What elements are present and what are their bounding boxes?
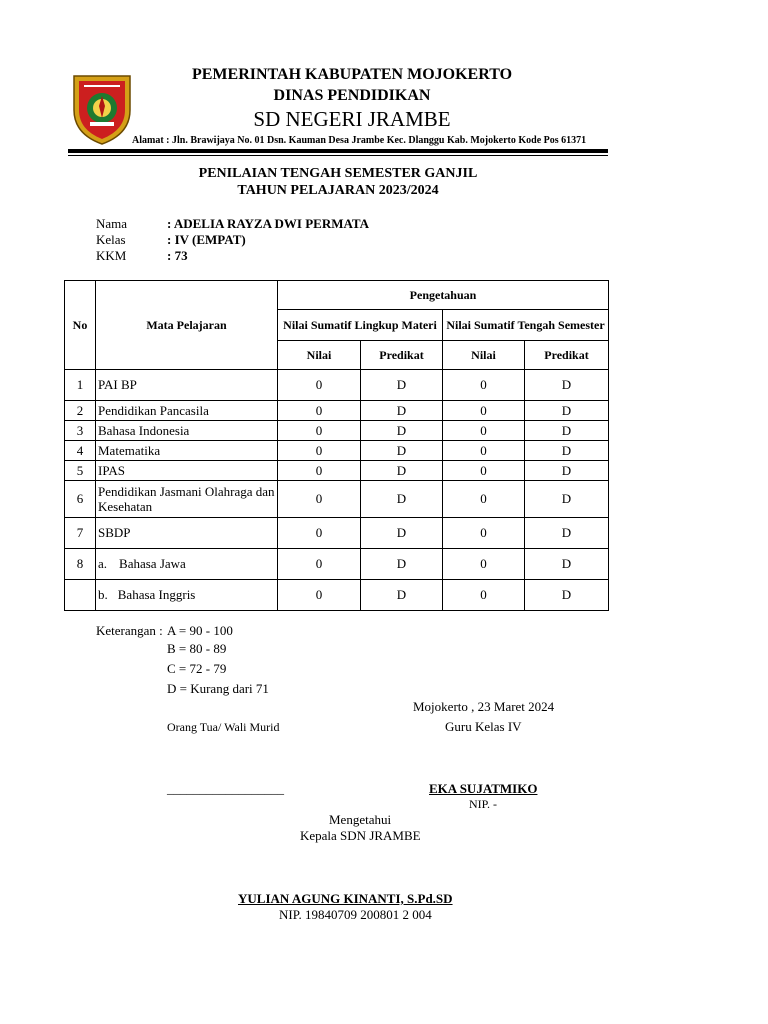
table-row [65,370,609,401]
table-row [65,481,609,518]
row-predikat-1: D [361,401,443,421]
col-no-header: No [65,281,96,370]
row-nilai-2: 0 [443,370,525,401]
col-group-header: Pengetahuan [278,281,609,310]
row-subject: Bahasa Indonesia [96,421,278,441]
row-predikat-2: D [525,461,609,481]
row-nilai-1: 0 [278,421,361,441]
row-nilai-2: 0 [443,401,525,421]
row-predikat-2: D [525,481,609,518]
header-address: Alamat : Jln. Brawijaya No. 01 Dsn. Kauman Desa Jrambe Kec. Dlanggu Kab. Mojokerto Kode Pos 61371 [132,135,587,146]
report-title: PENILAIAN TENGAH SEMESTER GANJIL [198,166,478,181]
regency-logo-icon [70,70,134,146]
row-nilai-2: 0 [443,441,525,461]
teacher-label: Guru Kelas IV [445,719,522,734]
row-subject: Pendidikan Jasmani Olahraga dan Kesehatan [96,481,278,518]
teacher-name: EKA SUJATMIKO [429,781,538,796]
row-nilai-1: 0 [278,580,361,611]
legend-label: Keterangan : [96,623,163,638]
row-predikat-2: D [525,518,609,549]
row-predikat-1: D [361,481,443,518]
row-predikat-1: D [361,580,443,611]
row-subject: IPAS [96,461,278,481]
row-subject-prefix: b. [98,587,108,602]
row-no: 3 [65,421,96,441]
header-divider-thick [68,149,608,153]
class-value: : IV (EMPAT) [167,232,246,247]
col-nilai2-header: Nilai [443,341,525,370]
head-nip: NIP. 19840709 200801 2 004 [279,907,432,922]
row-nilai-1: 0 [278,370,361,401]
ack-label: Mengetahui [329,812,392,827]
teacher-nip: NIP. - [469,797,498,811]
row-predikat-1: D [361,441,443,461]
row-subject: Bahasa Jawa [119,556,186,571]
head-label: Kepala SDN JRAMBE [300,828,421,843]
row-nilai-2: 0 [443,549,525,580]
legend-a: A = 90 - 100 [167,623,233,638]
row-subject: Matematika [96,441,278,461]
row-no: 7 [65,518,96,549]
row-nilai-2: 0 [443,518,525,549]
row-predikat-1: D [361,370,443,401]
header-department: DINAS PENDIDIKAN [273,87,431,104]
header-school-name: SD NEGERI JRAMBE [253,107,451,131]
header-government: PEMERINTAH KABUPATEN MOJOKERTO [191,66,513,83]
row-subject: SBDP [96,518,278,549]
table-row [65,518,609,549]
row-subject: Bahasa Inggris [117,587,196,602]
row-subject-cell [96,580,278,611]
col-sub1-header: Nilai Sumatif Lingkup Materi [278,310,443,341]
row-no: 2 [65,401,96,421]
row-nilai-2: 0 [443,481,525,518]
table-row [65,549,609,580]
row-subject: Pendidikan Pancasila [96,401,278,421]
row-subject-prefix: a. [98,556,108,571]
class-label: Kelas [96,232,126,247]
table-row [65,580,609,611]
col-predikat1-header: Predikat [361,341,443,370]
row-no: 1 [65,370,96,401]
row-predikat-2: D [525,580,609,611]
grades-table [64,280,609,611]
header-divider-thin [68,155,608,156]
row-predikat-2: D [525,401,609,421]
row-nilai-1: 0 [278,518,361,549]
row-predikat-2: D [525,370,609,401]
row-nilai-1: 0 [278,461,361,481]
row-nilai-1: 0 [278,441,361,461]
row-predikat-2: D [525,549,609,580]
row-nilai-2: 0 [443,421,525,441]
parent-signature-line: __________________ [167,781,284,796]
table-row [65,401,609,421]
head-name: YULIAN AGUNG KINANTI, S.Pd.SD [238,891,453,906]
row-nilai-2: 0 [443,580,525,611]
parent-label: Orang Tua/ Wali Murid [167,720,280,734]
row-no: 5 [65,461,96,481]
row-subject: PAI BP [96,370,278,401]
row-no: 4 [65,441,96,461]
row-predikat-1: D [361,421,443,441]
table-row [65,461,609,481]
name-label: Nama [96,216,128,231]
report-year: TAHUN PELAJARAN 2023/2024 [237,183,439,198]
row-predikat-1: D [361,461,443,481]
kkm-value: : 73 [167,248,188,263]
legend-c: C = 72 - 79 [167,661,227,676]
row-no: 8 [65,549,96,580]
col-nilai1-header: Nilai [278,341,361,370]
row-nilai-1: 0 [278,401,361,421]
row-subject-cell [96,549,278,580]
row-no: 6 [65,481,96,518]
row-predikat-1: D [361,549,443,580]
row-predikat-2: D [525,421,609,441]
place-date: Mojokerto , 23 Maret 2024 [413,699,555,714]
table-row [65,421,609,441]
legend-b: B = 80 - 89 [167,641,227,656]
row-no [65,580,96,611]
col-predikat2-header: Predikat [525,341,609,370]
col-subject-header: Mata Pelajaran [96,281,278,370]
table-row [65,441,609,461]
row-predikat-1: D [361,518,443,549]
row-nilai-1: 0 [278,481,361,518]
name-value: : ADELIA RAYZA DWI PERMATA [167,216,370,231]
row-nilai-1: 0 [278,549,361,580]
kkm-label: KKM [96,248,127,263]
row-nilai-2: 0 [443,461,525,481]
legend-d: D = Kurang dari 71 [167,681,269,696]
row-predikat-2: D [525,441,609,461]
col-sub2-header: Nilai Sumatif Tengah Semester [443,310,609,341]
